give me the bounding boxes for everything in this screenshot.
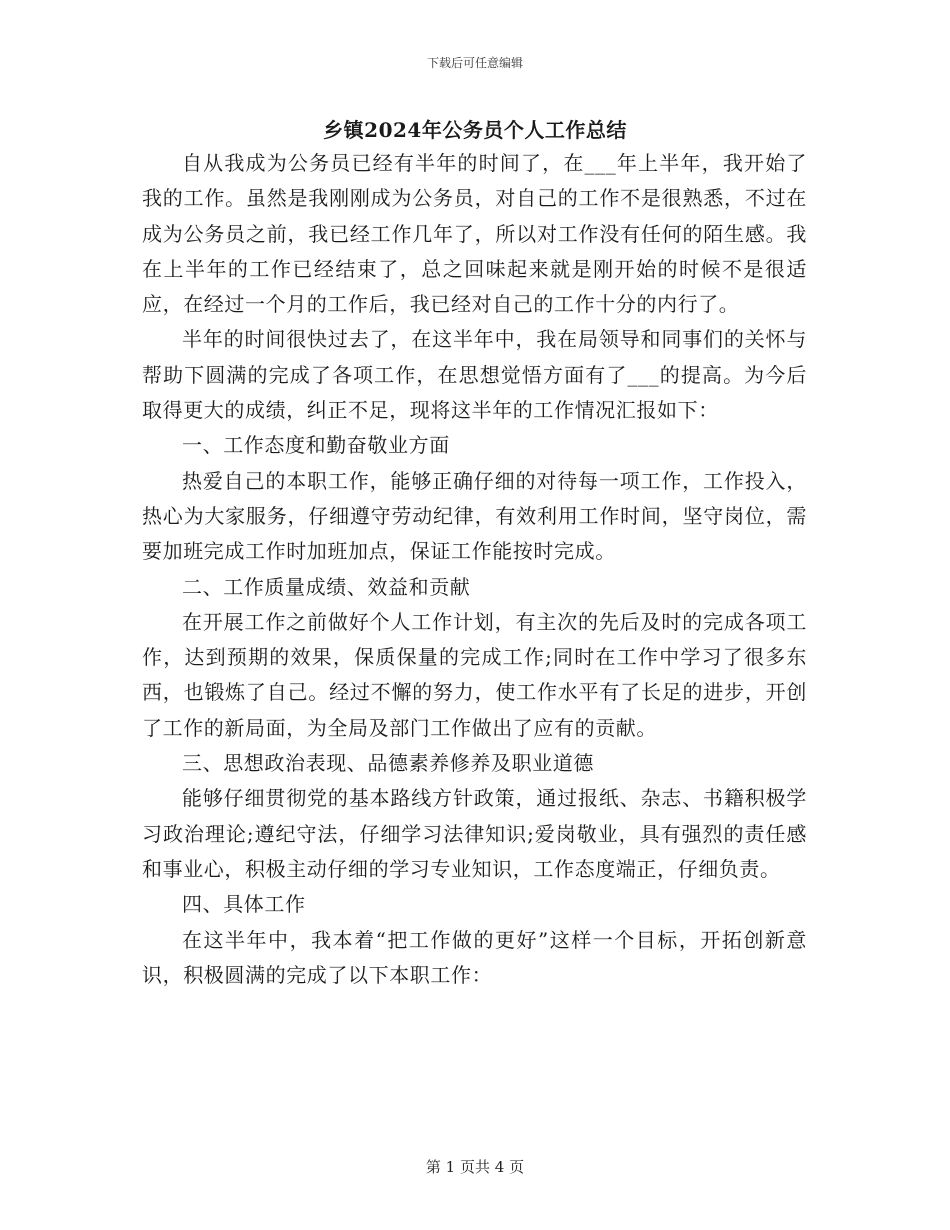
- section-heading-ethics: 三、思想政治表现、品德素养修养及职业道德: [182, 751, 594, 776]
- paragraph-overview: 半年的时间很快过去了，在这半年中，我在局领导和同事们的关怀与帮助下圆满的完成了各项工作，在思想觉悟方面有了___的提高。为今后取得更大的成绩，纠正不足，现将这半年的工作情况汇报如下：: [142, 327, 807, 423]
- header-note: 下载后可任意编辑: [426, 56, 523, 70]
- document-body: [142, 146, 807, 993]
- paragraph-quality: 在开展工作之前做好个人工作计划，有主次的先后及时的完成各项工作，达到预期的效果，保质保量的完成工作;同时在工作中学习了很多东西，也锻炼了自己。经过不懈的努力，使工作水平有了长足的进步，开创了工作的新局面，为全局及部门工作做出了应有的贡献。: [142, 609, 807, 740]
- page-footer: 第 1 页共 4 页: [425, 1158, 525, 1176]
- paragraph-specific-work: 在这半年中，我本着“把工作做的更好”这样一个目标，开拓创新意识，积极圆满的完成了以下本职工作：: [142, 927, 807, 987]
- section-heading-attitude: 一、工作态度和勤奋敬业方面: [182, 433, 450, 458]
- paragraph-ethics: 能够仔细贯彻党的基本路线方针政策，通过报纸、杂志、书籍积极学习政治理论;遵纪守法，仔细学习法律知识;爱岗敬业，具有强烈的责任感和事业心，积极主动仔细的学习专业知识，工作态度端正，仔细负责。: [142, 786, 807, 881]
- section-heading-specific-work: 四、具体工作: [182, 892, 306, 917]
- paragraph-attitude: 热爱自己的本职工作，能够正确仔细的对待每一项工作，工作投入，热心为大家服务，仔细遵守劳动纪律，有效利用工作时间，坚守岗位，需要加班完成工作时加班加点，保证工作能按时完成。: [142, 468, 807, 564]
- section-heading-quality: 二、工作质量成绩、效益和贡献: [182, 574, 471, 599]
- document-title: 乡镇2024年公务员个人工作总结: [323, 118, 627, 142]
- paragraph-intro: 自从我成为公务员已经有半年的时间了，在___年上半年，我开始了我的工作。虽然是我刚刚成为公务员，对自己的工作不是很熟悉，不过在成为公务员之前，我已经工作几年了，所以对工作没有任何的陌生感。我在上半年的工作已经结束了，总之回味起来就是刚开始的时候不是很适应，在经过一个月的工作后，我已经对自己的工作十分的内行了。: [142, 151, 807, 317]
